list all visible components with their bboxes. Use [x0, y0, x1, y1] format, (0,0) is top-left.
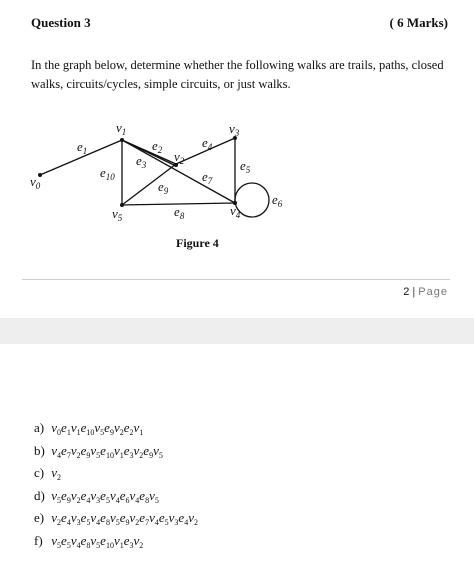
- walk-token-subscript: 0: [57, 428, 62, 437]
- walk-token-subscript: 6: [125, 495, 130, 505]
- walk-token: e: [61, 442, 67, 458]
- vertex-label-v3: $v_3$: [229, 121, 240, 138]
- walk-token: v: [90, 532, 97, 548]
- walk-token: e: [80, 420, 87, 435]
- page-word: Page: [418, 286, 448, 298]
- walk-token: e: [61, 420, 67, 435]
- walk-token: v: [188, 510, 194, 525]
- walk-token-subscript: 5: [154, 495, 159, 505]
- walk-token-subscript: 3: [129, 540, 134, 550]
- walk-token-subscript: 8: [105, 518, 110, 527]
- walk-token-subscript: 5: [158, 450, 163, 460]
- edge-label-e10: $e_{10}$: [100, 165, 115, 182]
- walk-token-subscript: 5: [86, 518, 91, 527]
- walk-token-subscript: 4: [115, 495, 120, 505]
- footer-divider: [22, 279, 450, 280]
- walk-token-subscript: 10: [105, 540, 114, 550]
- walk-token-subscript: 9: [109, 428, 114, 437]
- walk-sequence: [51, 488, 159, 503]
- walk-token-subscript: 2: [57, 473, 62, 482]
- walk-token-subscript: 7: [66, 450, 71, 460]
- walk-token: v: [168, 510, 175, 525]
- walk-token-subscript: 4: [57, 450, 62, 460]
- walk-token-subscript: 3: [96, 495, 101, 505]
- walk-token-subscript: 2: [129, 428, 134, 437]
- walk-list: [34, 420, 198, 555]
- walk-token: v: [51, 442, 58, 458]
- walk-token-subscript: 2: [139, 450, 144, 460]
- walk-token-subscript: 1: [119, 540, 124, 550]
- page-gap: [0, 318, 474, 344]
- walk-token: e: [143, 442, 150, 458]
- edge-label-e9: $e_9$: [158, 179, 169, 196]
- walk-sequence: [51, 420, 143, 435]
- walk-token: v: [90, 510, 97, 525]
- walk-item: [34, 443, 198, 466]
- vertex-v1: [120, 138, 124, 142]
- walk-token-subscript: 2: [135, 518, 140, 527]
- walk-item: [34, 510, 198, 533]
- walk-token: v: [133, 442, 140, 458]
- walk-item: [34, 465, 198, 488]
- walk-token: e: [80, 442, 87, 458]
- walk-token: v: [113, 442, 120, 458]
- walk-token-subscript: 5: [66, 540, 71, 550]
- walk-label: c): [34, 465, 45, 480]
- edge-label-e3: $e_3$: [136, 153, 147, 170]
- walk-label: b): [34, 442, 45, 458]
- walk-token-subscript: 4: [76, 540, 81, 550]
- walk-token: v: [51, 532, 58, 548]
- walk-token: v: [129, 510, 136, 525]
- walk-token-subscript: 5: [96, 540, 101, 550]
- vertex-label-v1: $v_1$: [116, 120, 127, 137]
- walk-token: v: [70, 420, 77, 435]
- walk-token-subscript: 9: [125, 518, 130, 527]
- walk-token: e: [139, 510, 146, 525]
- walk-token: v: [51, 487, 58, 503]
- walk-token: e: [123, 442, 130, 458]
- edge-label-e4: $e_4$: [202, 135, 213, 152]
- walk-token: e: [80, 487, 87, 503]
- walk-sequence: [51, 465, 61, 480]
- walk-token: v: [70, 532, 77, 548]
- edge-label-e1: $e_1$: [77, 139, 88, 156]
- walk-token-subscript: 2: [76, 450, 81, 460]
- walk-label: a): [34, 420, 45, 435]
- walk-token-subscript: 2: [139, 540, 144, 550]
- walk-token: e: [119, 487, 126, 503]
- page-separator: |: [409, 286, 419, 298]
- walk-token: e: [100, 442, 106, 458]
- walk-token-subscript: 3: [129, 450, 134, 460]
- walk-token: v: [94, 420, 101, 435]
- walk-token: v: [149, 510, 155, 525]
- walk-token-subscript: 9: [66, 495, 71, 505]
- walk-token: v: [51, 510, 58, 525]
- walk-token-subscript: 10: [105, 450, 114, 460]
- walk-token: e: [100, 487, 106, 503]
- walk-token-subscript: 4: [96, 518, 101, 527]
- walk-token: e: [119, 510, 126, 525]
- walk-item: [34, 420, 198, 443]
- walk-token: v: [70, 487, 77, 503]
- walk-token-subscript: 5: [164, 518, 169, 527]
- walk-token-subscript: 4: [66, 518, 71, 527]
- walk-label: e): [34, 510, 45, 525]
- walk-token: e: [100, 532, 106, 548]
- walk-token-subscript: 4: [135, 495, 140, 505]
- edge-label-e7: $e_7$: [202, 169, 213, 186]
- vertex-label-v5: $v_5$: [112, 206, 123, 223]
- walk-token: e: [158, 510, 165, 525]
- walk-token: e: [80, 532, 87, 548]
- walk-token-subscript: 5: [100, 428, 105, 437]
- walk-token-subscript: 5: [115, 518, 120, 527]
- walk-token: v: [70, 442, 77, 458]
- walk-token: v: [113, 532, 120, 548]
- vertex-label-v2: $v_2$: [174, 149, 185, 166]
- walk-token: v: [51, 420, 58, 435]
- walk-token: e: [61, 532, 67, 548]
- edge-e9: [122, 164, 176, 205]
- question-prompt: In the graph below, determine whether the following walks are trails, paths, closed walks, circuits/cycles, simple circuits, or just walks.: [31, 58, 444, 91]
- vertex-v5: [120, 203, 124, 207]
- page-footer: [403, 286, 448, 298]
- walk-token: v: [90, 442, 97, 458]
- graph-figure: [28, 118, 288, 228]
- walk-token-subscript: 1: [76, 428, 81, 437]
- walk-token: e: [100, 510, 106, 525]
- walk-token-subscript: 5: [96, 450, 101, 460]
- walk-token-subscript: 8: [86, 540, 91, 550]
- walk-sequence: [51, 510, 198, 525]
- question-title: Question 3: [31, 15, 91, 30]
- walk-sequence: [51, 533, 143, 548]
- walk-token-subscript: 9: [86, 450, 91, 460]
- walk-token-subscript: 5: [57, 495, 62, 505]
- walk-item: [34, 488, 198, 511]
- walk-token-subscript: 1: [66, 428, 71, 437]
- walk-token: v: [129, 487, 136, 503]
- walk-token-subscript: 7: [145, 518, 150, 527]
- walk-token-subscript: 4: [154, 518, 159, 527]
- vertex-label-v0: $v_0$: [30, 174, 41, 191]
- walk-token: v: [153, 442, 159, 458]
- walk-token: v: [90, 487, 97, 503]
- walk-token: v: [51, 465, 58, 480]
- vertex-v0: [38, 173, 42, 177]
- walk-item: [34, 533, 198, 556]
- walk-token: v: [109, 487, 116, 503]
- walk-token-subscript: 5: [105, 495, 110, 505]
- walk-label: d): [34, 487, 45, 503]
- walk-token-subscript: 2: [193, 518, 198, 527]
- walk-label: f): [34, 532, 43, 548]
- vertex-label-v4: $v_4$: [230, 203, 241, 220]
- walk-token: e: [123, 532, 130, 548]
- edge-label-e5: $e_5$: [240, 158, 251, 175]
- walk-token-subscript: 3: [76, 518, 81, 527]
- walk-token-subscript: 2: [57, 518, 62, 527]
- walk-token-subscript: 4: [184, 518, 189, 527]
- walk-token: e: [80, 510, 87, 525]
- walk-token: v: [133, 420, 140, 435]
- walk-token: v: [133, 532, 140, 548]
- page-number: 2: [403, 286, 410, 298]
- walk-token: v: [113, 420, 120, 435]
- walk-token: e: [61, 487, 67, 503]
- walk-token: e: [123, 420, 130, 435]
- walk-token: v: [149, 487, 155, 503]
- walk-token-subscript: 1: [139, 428, 144, 437]
- walk-token-subscript: 8: [145, 495, 150, 505]
- figure-caption: Figure 4: [176, 236, 219, 250]
- edge-label-e8: $e_8$: [174, 204, 185, 221]
- edge-label-e2: $e_2$: [152, 138, 163, 155]
- walk-sequence: [51, 443, 163, 458]
- walk-token-subscript: 3: [174, 518, 179, 527]
- walk-token-subscript: 4: [86, 495, 91, 505]
- question-marks: ( 6 Marks): [389, 15, 448, 30]
- walk-token: e: [178, 510, 185, 525]
- walk-token-subscript: 9: [149, 450, 154, 460]
- walk-token-subscript: 5: [57, 540, 62, 550]
- edge-label-e6: $e_6$: [272, 192, 283, 209]
- walk-token-subscript: 10: [86, 428, 95, 437]
- walk-token: v: [70, 510, 77, 525]
- walk-token-subscript: 1: [119, 450, 124, 460]
- walk-token: v: [109, 510, 116, 525]
- walk-token: e: [61, 510, 67, 525]
- walk-token: e: [139, 487, 146, 503]
- walk-token: e: [104, 420, 110, 435]
- walk-token-subscript: 2: [76, 495, 81, 505]
- walk-token-subscript: 2: [119, 428, 124, 437]
